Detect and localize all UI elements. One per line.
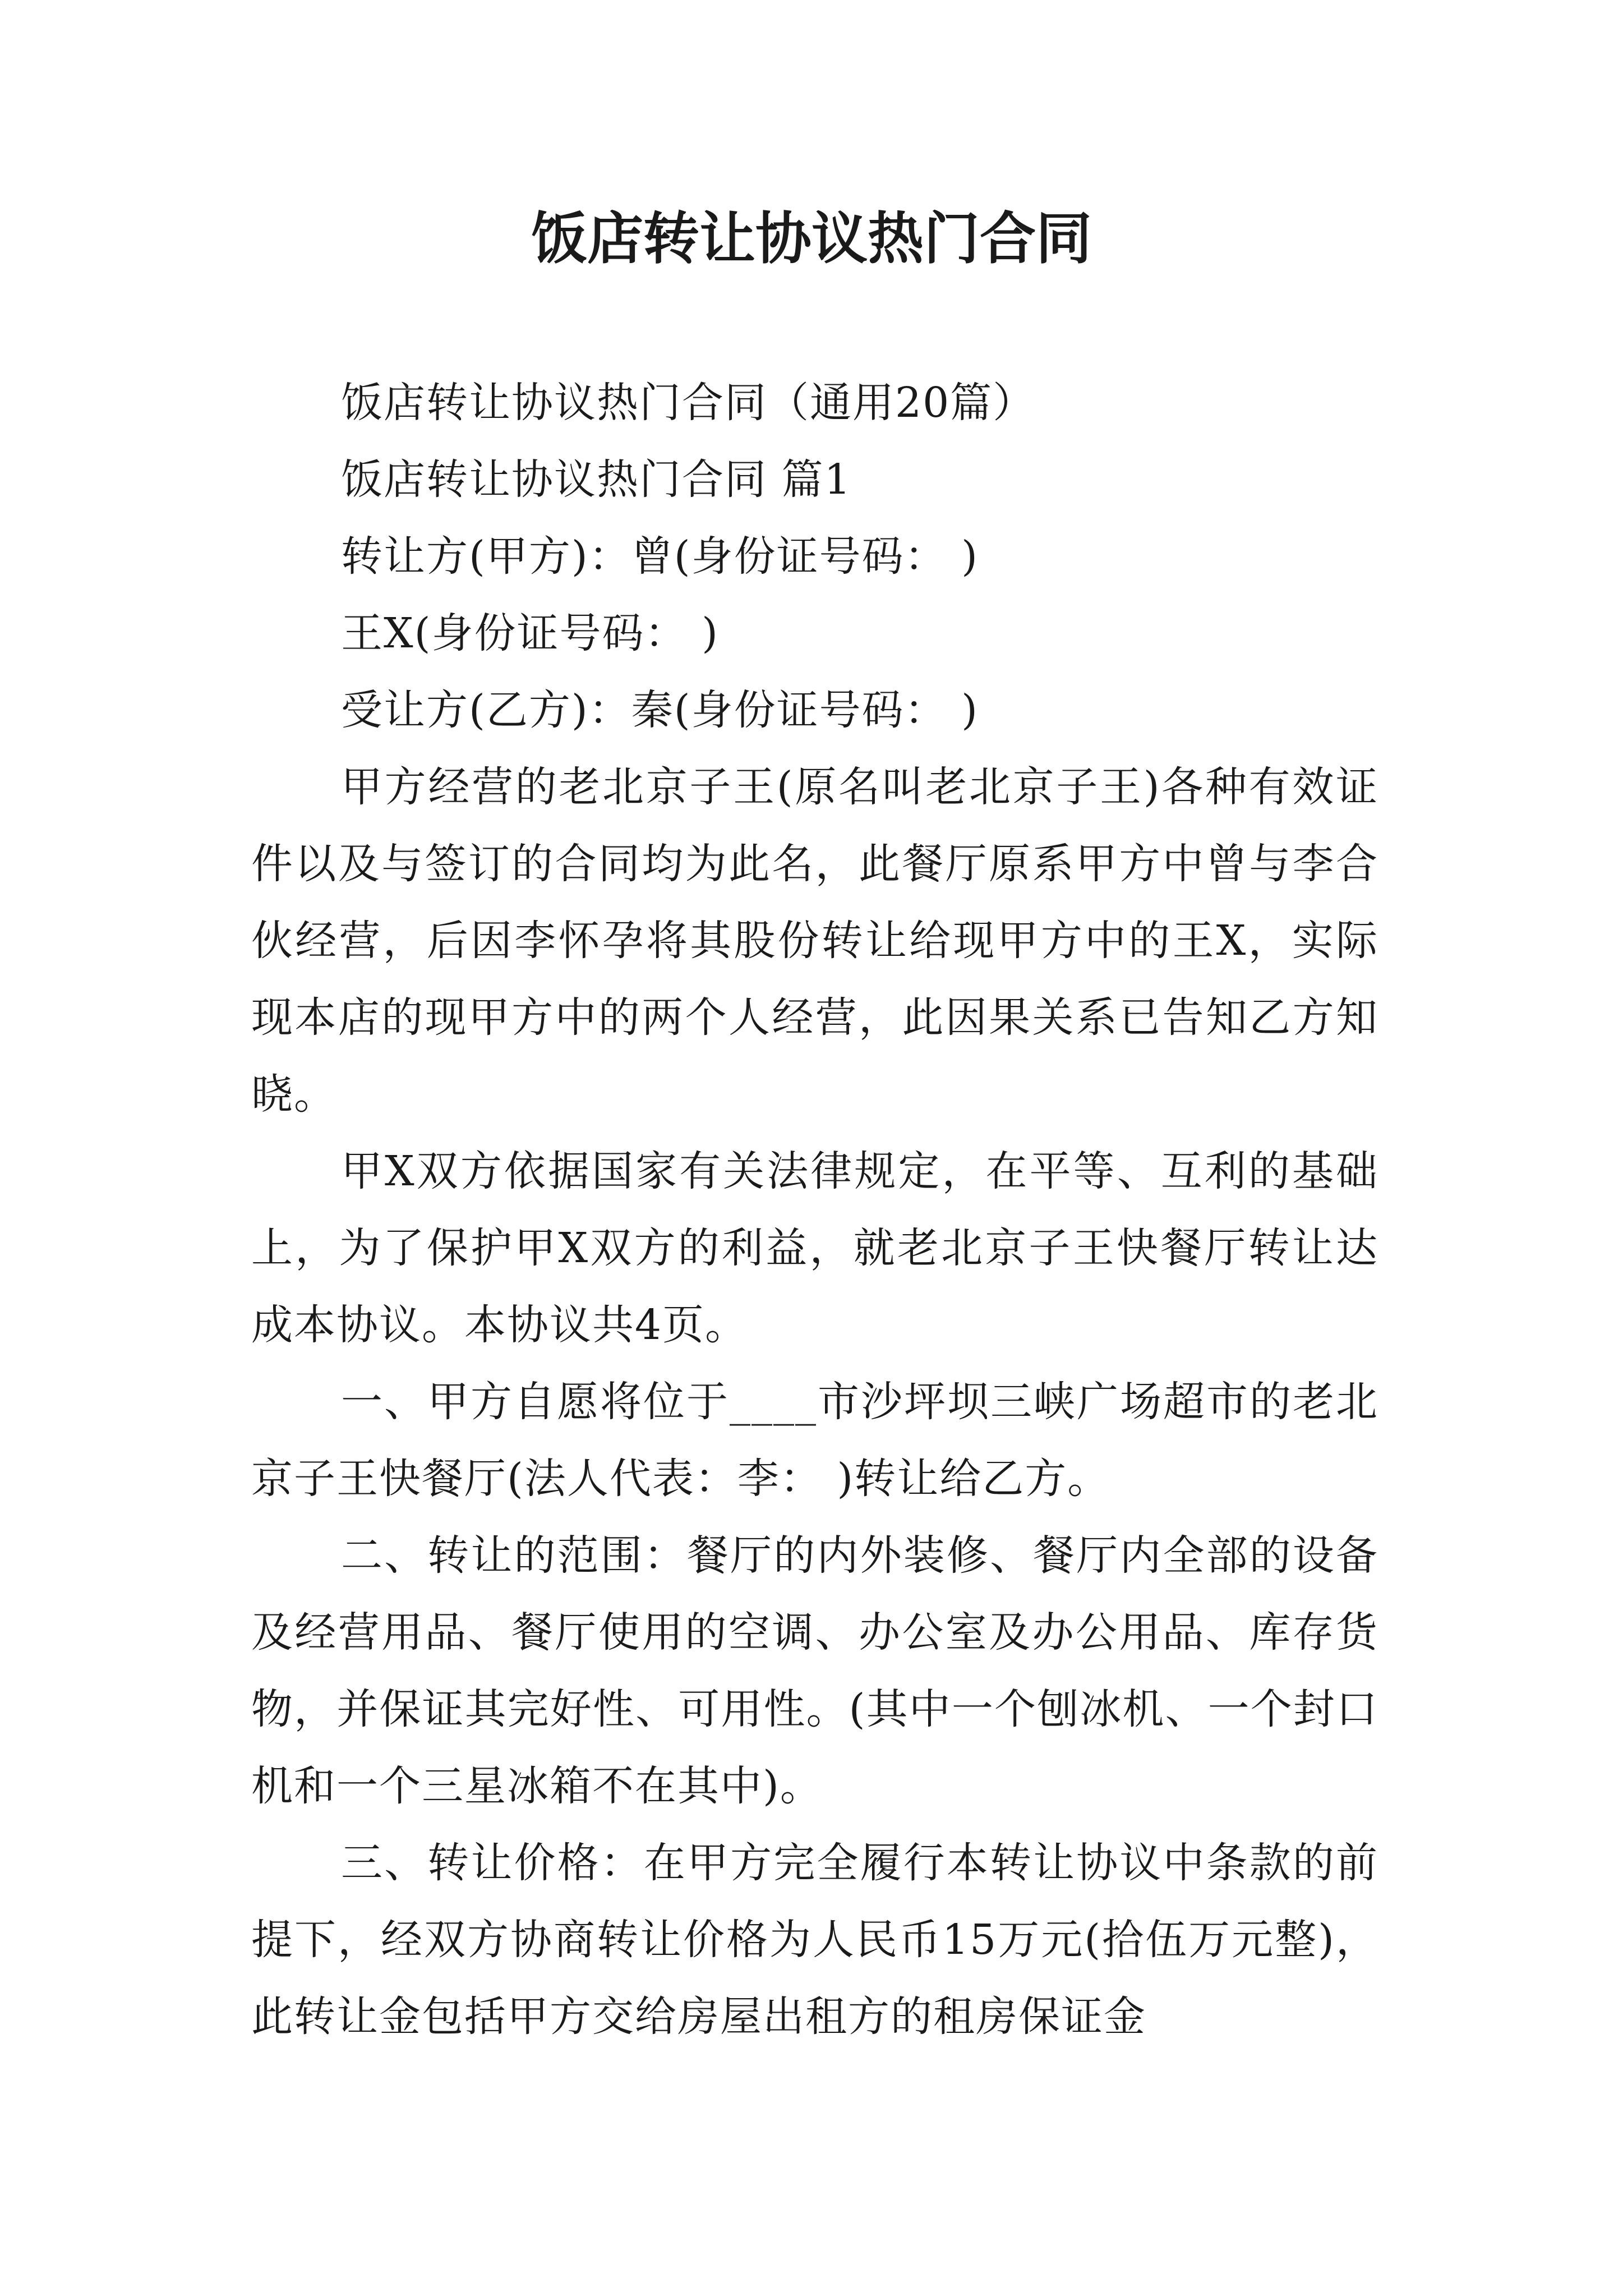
background-paragraph: 甲方经营的老北京子王(原名叫老北京子王)各种有效证件以及与签订的合同均为此名，此餐厅原系甲方中曾与李合伙经营，后因李怀孕将其股份转让给现甲方中的王X，实际现本店的现甲方中的两个人经营，此因果关系已告知乙方知晓。 bbox=[251, 763, 1378, 1119]
clause-1-paragraph: 一、甲方自愿将位于____市沙坪坝三峡广场超市的老北京子王快餐厅(法人代表：李： )转让给乙方。 bbox=[251, 1378, 1378, 1503]
subtitle-paragraph: 饭店转让协议热门合同（通用20篇） bbox=[341, 379, 1036, 427]
clause-3-paragraph: 三、转让价格：在甲方完全履行本转让协议中条款的前提下，经双方协商转让价格为人民币15万元(拾伍万元整)，此转让金包括甲方交给房屋出租方的租房保证金 bbox=[251, 1839, 1378, 2041]
document-body bbox=[251, 365, 1378, 2055]
party-a-second-line: 王X(身份证号码： ) bbox=[341, 609, 719, 657]
party-b-line: 受让方(乙方)：秦(身份证号码： ) bbox=[341, 686, 979, 734]
section-heading: 饭店转让协议热门合同 篇1 bbox=[341, 455, 852, 504]
clause-2-paragraph: 二、转让的范围：餐厅的内外装修、餐厅内全部的设备及经营用品、餐厅使用的空调、办公室及办公用品、库存货物，并保证其完好性、可用性。(其中一个刨冰机、一个封口机和一个三星冰箱不在其中)。 bbox=[251, 1531, 1378, 1810]
party-a-line: 转让方(甲方)：曾(身份证号码： ) bbox=[341, 532, 979, 581]
agreement-basis-paragraph: 甲X双方依据国家有关法律规定，在平等、互利的基础上，为了保护甲X双方的利益，就老北京子王快餐厅转让达成本协议。本协议共4页。 bbox=[251, 1147, 1378, 1349]
document-title: 饭店转让协议热门合同 bbox=[531, 205, 1092, 272]
